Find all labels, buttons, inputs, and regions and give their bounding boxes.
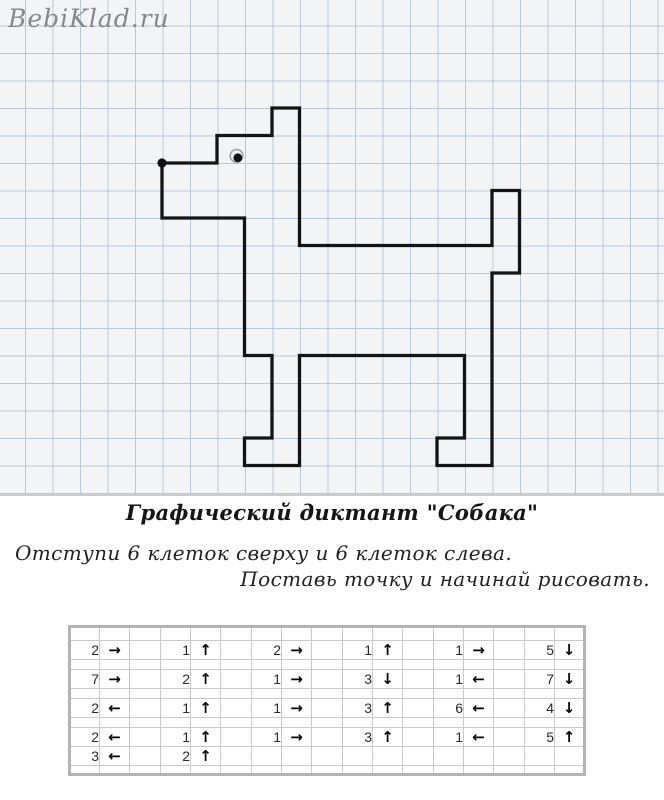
spacer-cell (130, 641, 161, 660)
spacer-cell (403, 689, 434, 699)
spacer-cell (282, 660, 312, 670)
spacer-cell (282, 689, 312, 699)
step-count-cell: 2 (70, 728, 100, 747)
spacer-cell (70, 689, 100, 699)
dictation-table (68, 625, 586, 776)
spacer-cell (434, 660, 464, 670)
spacer-cell (555, 718, 585, 728)
spacer-cell (403, 747, 434, 766)
step-arrow-cell: ↑ (191, 747, 221, 766)
step-count-cell (525, 747, 555, 766)
step-count-cell: 6 (434, 699, 464, 718)
step-count-cell: 1 (252, 670, 282, 689)
spacer-cell (221, 718, 252, 728)
spacer-cell (373, 766, 403, 775)
spacer-cell (312, 766, 343, 775)
spacer-cell (312, 699, 343, 718)
step-count-cell: 3 (70, 747, 100, 766)
spacer-cell (100, 660, 130, 670)
step-count-cell: 1 (434, 641, 464, 660)
step-count-cell: 4 (525, 699, 555, 718)
spacer-cell (403, 728, 434, 747)
step-count-cell: 1 (161, 728, 191, 747)
step-arrow-cell: ← (464, 670, 494, 689)
step-count-cell: 2 (161, 670, 191, 689)
instruction-line-1: Отступи 6 клеток сверху и 6 клеток слева. (15, 541, 513, 565)
spacer-cell (130, 660, 161, 670)
spacer-cell (252, 627, 282, 641)
spacer-cell (464, 766, 494, 775)
step-arrow-cell (464, 747, 494, 766)
spacer-cell (282, 627, 312, 641)
step-count-cell: 7 (70, 670, 100, 689)
spacer-row (70, 766, 585, 775)
step-arrow-cell: → (464, 641, 494, 660)
spacer-cell (434, 766, 464, 775)
spacer-row (70, 689, 585, 699)
spacer-cell (130, 766, 161, 775)
step-arrow-cell: ← (100, 747, 130, 766)
step-arrow-cell: ↑ (555, 728, 585, 747)
step-arrow-cell: → (100, 641, 130, 660)
spacer-cell (130, 699, 161, 718)
spacer-cell (221, 641, 252, 660)
dictation-row (70, 641, 585, 660)
step-count-cell: 3 (343, 728, 373, 747)
spacer-cell (494, 670, 525, 689)
step-arrow-cell: ↓ (555, 699, 585, 718)
dictation-row (70, 699, 585, 718)
spacer-cell (403, 670, 434, 689)
spacer-cell (252, 766, 282, 775)
spacer-cell (282, 766, 312, 775)
spacer-cell (343, 766, 373, 775)
spacer-cell (403, 718, 434, 728)
spacer-cell (555, 627, 585, 641)
spacer-cell (312, 627, 343, 641)
spacer-cell (252, 718, 282, 728)
spacer-cell (161, 627, 191, 641)
spacer-cell (130, 728, 161, 747)
spacer-cell (312, 689, 343, 699)
spacer-cell (464, 718, 494, 728)
step-count-cell: 7 (525, 670, 555, 689)
step-count-cell: 2 (70, 641, 100, 660)
step-count-cell: 3 (343, 699, 373, 718)
step-count-cell: 5 (525, 728, 555, 747)
step-arrow-cell: ↑ (191, 728, 221, 747)
spacer-cell (525, 689, 555, 699)
spacer-cell (403, 699, 434, 718)
spacer-cell (191, 766, 221, 775)
step-count-cell: 1 (434, 728, 464, 747)
spacer-cell (494, 766, 525, 775)
step-count-cell (343, 747, 373, 766)
spacer-row (70, 627, 585, 641)
start-dot (157, 158, 166, 167)
step-count-cell: 3 (343, 670, 373, 689)
spacer-cell (221, 747, 252, 766)
spacer-cell (161, 689, 191, 699)
spacer-cell (312, 670, 343, 689)
step-arrow-cell: ↑ (373, 728, 403, 747)
step-count-cell (252, 747, 282, 766)
step-arrow-cell: ↑ (373, 699, 403, 718)
step-arrow-cell: ← (464, 728, 494, 747)
spacer-cell (494, 747, 525, 766)
spacer-cell (100, 627, 130, 641)
step-count-cell: 2 (70, 699, 100, 718)
spacer-cell (221, 766, 252, 775)
step-arrow-cell: ↑ (191, 641, 221, 660)
spacer-cell (434, 718, 464, 728)
dictation-row (70, 747, 585, 766)
spacer-cell (221, 660, 252, 670)
spacer-cell (494, 660, 525, 670)
spacer-row (70, 718, 585, 728)
spacer-cell (464, 660, 494, 670)
spacer-cell (555, 689, 585, 699)
step-count-cell: 1 (434, 670, 464, 689)
spacer-cell (525, 766, 555, 775)
step-arrow-cell (555, 747, 585, 766)
step-arrow-cell: ↓ (373, 670, 403, 689)
step-arrow-cell: ↑ (191, 670, 221, 689)
step-count-cell (434, 747, 464, 766)
spacer-cell (191, 660, 221, 670)
spacer-cell (221, 728, 252, 747)
step-count-cell: 2 (252, 641, 282, 660)
spacer-cell (403, 660, 434, 670)
spacer-cell (130, 747, 161, 766)
spacer-cell (282, 718, 312, 728)
spacer-cell (221, 627, 252, 641)
watermark-text: BebiKlad.ru (8, 4, 170, 33)
spacer-cell (130, 670, 161, 689)
spacer-cell (191, 627, 221, 641)
spacer-cell (221, 699, 252, 718)
spacer-cell (525, 718, 555, 728)
spacer-cell (494, 718, 525, 728)
spacer-cell (312, 718, 343, 728)
spacer-cell (130, 627, 161, 641)
step-arrow-cell: → (282, 670, 312, 689)
step-count-cell: 5 (525, 641, 555, 660)
spacer-cell (373, 627, 403, 641)
spacer-cell (343, 689, 373, 699)
spacer-cell (312, 747, 343, 766)
dog-eye-icon (233, 153, 242, 162)
spacer-cell (555, 660, 585, 670)
step-arrow-cell: ← (464, 699, 494, 718)
spacer-cell (403, 627, 434, 641)
spacer-cell (100, 689, 130, 699)
spacer-cell (130, 689, 161, 699)
spacer-cell (343, 718, 373, 728)
step-count-cell: 1 (343, 641, 373, 660)
spacer-cell (221, 670, 252, 689)
step-arrow-cell: ↑ (373, 641, 403, 660)
spacer-cell (464, 627, 494, 641)
spacer-cell (525, 660, 555, 670)
spacer-cell (70, 660, 100, 670)
spacer-cell (70, 718, 100, 728)
step-count-cell: 1 (252, 728, 282, 747)
spacer-cell (161, 718, 191, 728)
spacer-cell (494, 699, 525, 718)
step-arrow-cell (282, 747, 312, 766)
spacer-cell (70, 627, 100, 641)
spacer-cell (100, 766, 130, 775)
spacer-cell (494, 641, 525, 660)
spacer-cell (252, 660, 282, 670)
dog-outline (162, 108, 520, 466)
step-arrow-cell: → (282, 699, 312, 718)
spacer-cell (494, 627, 525, 641)
dictation-table-body (70, 627, 585, 775)
step-arrow-cell: ← (100, 699, 130, 718)
spacer-cell (252, 689, 282, 699)
spacer-cell (312, 641, 343, 660)
step-arrow-cell: ↑ (191, 699, 221, 718)
spacer-cell (100, 718, 130, 728)
spacer-cell (161, 766, 191, 775)
spacer-cell (434, 689, 464, 699)
spacer-cell (373, 660, 403, 670)
step-count-cell: 1 (252, 699, 282, 718)
step-arrow-cell: → (282, 728, 312, 747)
spacer-cell (221, 689, 252, 699)
spacer-cell (373, 718, 403, 728)
instruction-line-2: Поставь точку и начинай рисовать. (240, 567, 650, 591)
spacer-cell (464, 689, 494, 699)
step-arrow-cell: ↓ (555, 641, 585, 660)
step-count-cell: 1 (161, 699, 191, 718)
spacer-cell (525, 627, 555, 641)
spacer-cell (494, 728, 525, 747)
spacer-cell (555, 766, 585, 775)
dictation-row (70, 728, 585, 747)
spacer-cell (343, 627, 373, 641)
step-arrow-cell: → (282, 641, 312, 660)
spacer-cell (312, 660, 343, 670)
step-arrow-cell: ↓ (555, 670, 585, 689)
spacer-cell (161, 660, 191, 670)
spacer-cell (343, 660, 373, 670)
step-arrow-cell (373, 747, 403, 766)
spacer-cell (312, 728, 343, 747)
spacer-row (70, 660, 585, 670)
spacer-cell (373, 689, 403, 699)
spacer-cell (403, 641, 434, 660)
spacer-cell (494, 689, 525, 699)
spacer-cell (434, 627, 464, 641)
spacer-cell (130, 718, 161, 728)
spacer-cell (70, 766, 100, 775)
step-arrow-cell: ← (100, 728, 130, 747)
step-arrow-cell: → (100, 670, 130, 689)
spacer-cell (403, 766, 434, 775)
step-count-cell: 1 (161, 641, 191, 660)
step-count-cell: 2 (161, 747, 191, 766)
dictation-row (70, 670, 585, 689)
spacer-cell (191, 718, 221, 728)
worksheet-title: Графический диктант "Собака" (125, 500, 539, 525)
spacer-cell (191, 689, 221, 699)
